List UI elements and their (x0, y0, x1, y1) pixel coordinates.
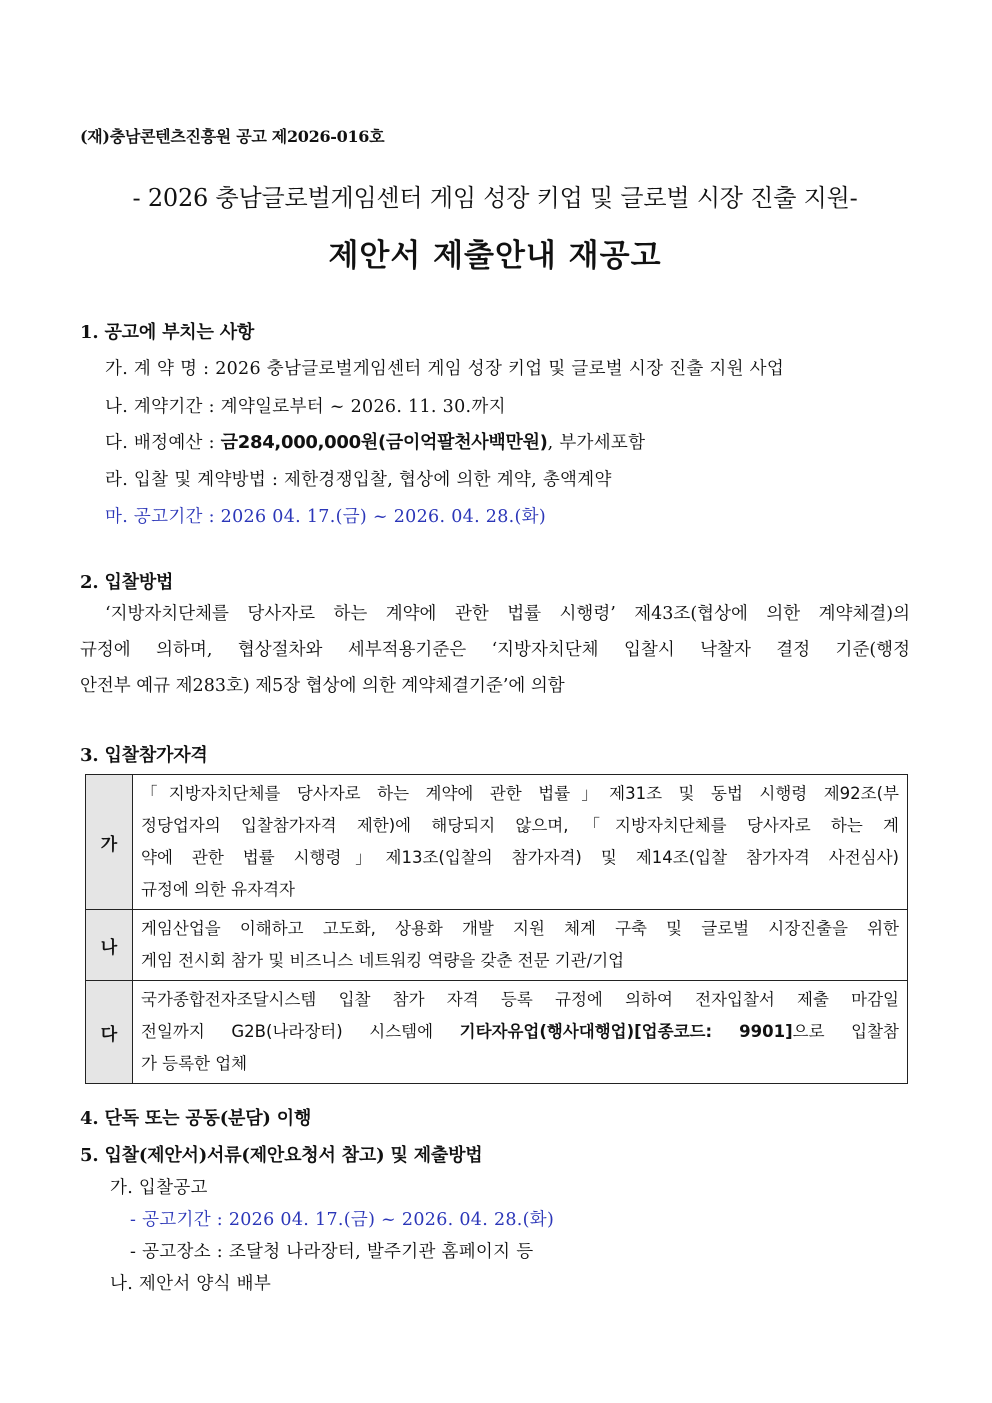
section-5-heading: 5. 입찰(제안서)서류(제안요청서 참고) 및 제출방법 (80, 1145, 483, 1166)
row-line: 가 등록한 업체 (141, 1054, 248, 1073)
section-1-heading: 1. 공고에 부치는 사항 (80, 322, 255, 343)
section-2-paragraph (80, 596, 910, 704)
row-line: 게임 전시회 참가 및 비즈니스 네트워킹 역량을 갖춘 전문 기관/기업 (141, 951, 625, 970)
row-label: 다 (86, 981, 133, 1084)
table-row (86, 981, 908, 1084)
section-2-line: ‘지방자치단체를 당사자로 하는 계약에 관한 법률 시행령’ 제43조(협상에 의한 계약체결)의 (105, 604, 910, 624)
section-2-line: 규정에 의하며, 협상절차와 세부적용기준은 ‘지방자치단체 입찰시 낙찰자 결정 기준(행정 (80, 640, 910, 660)
title-line-2: 제안서 제출안내 재공고 (328, 238, 662, 274)
section-5-sub-b: 나. 제안서 양식 배부 (110, 1274, 272, 1294)
title-line-1: - 2026 충남글로벌게임센터 게임 성장 키업 및 글로벌 시장 진출 지원- (132, 184, 858, 212)
section-5-sub-a: 가. 입찰공고 (110, 1178, 208, 1198)
row-line-text: 전일까지 G2B(나라장터) 시스템에 (141, 1022, 460, 1041)
row-line: 약에 관한 법률 시행령」제13조(입찰의 참가자격) 및 제14조(입찰 참가자격 사전심사) (141, 848, 899, 867)
qualification-table (85, 774, 908, 1084)
row-content (133, 981, 908, 1084)
budget-label: 다. 배정예산 : (105, 433, 221, 453)
row-label: 가 (86, 775, 133, 910)
budget-amount: 금284,000,000원(금이억팔천사백만원) (220, 432, 548, 453)
section-5-notice-place: - 공고장소 : 조달청 나라장터, 발주기관 홈페이지 등 (130, 1242, 534, 1262)
row-line: 「지방자치단체를 당사자로 하는 계약에 관한 법률」제31조 및 동법 시행령 제92조(부 (141, 784, 899, 803)
row-line: 국가종합전자조달시스템 입찰 참가 자격 등록 규정에 의하여 전자입찰서 제출 마감일 (141, 990, 899, 1009)
section-3-heading: 3. 입찰참가자격 (80, 745, 208, 766)
table-row (86, 775, 908, 910)
section-1-item-contract-period: 나. 계약기간 : 계약일로부터 ~ 2026. 11. 30.까지 (105, 397, 506, 417)
budget-suffix: , 부가세포함 (547, 433, 646, 453)
row-line (141, 1016, 899, 1048)
section-1-item-bid-method: 라. 입찰 및 계약방법 : 제한경쟁입찰, 협상에 의한 계약, 총액계약 (105, 470, 612, 490)
section-1-item-contract-name: 가. 계 약 명 : 2026 충남글로벌게임센터 게임 성장 키업 및 글로벌 시장 진출 지원 사업 (105, 359, 785, 379)
section-1-item-notice-period: 마. 공고기간 : 2026 04. 17.(금) ~ 2026. 04. 28.(화) (105, 507, 546, 527)
notice-number: (재)충남콘텐츠진흥원 공고 제2026-016호 (80, 127, 385, 146)
section-4-heading: 4. 단독 또는 공동(분담) 이행 (80, 1108, 312, 1129)
row-line: 정당업자의 입찰참가자격 제한)에 해당되지 않으며,「지방자치단체를 당사자로 하는 계 (141, 816, 899, 835)
section-1-item-budget (105, 428, 645, 454)
industry-code-text: 기타자유업(행사대행업)[업종코드: 9901] (459, 1022, 793, 1041)
row-line: 게임산업을 이해하고 고도화, 상용화 개발 지원 체계 구축 및 글로벌 시장진출을 위한 (141, 919, 899, 938)
section-5-notice-period: - 공고기간 : 2026 04. 17.(금) ~ 2026. 04. 28.(화) (130, 1210, 555, 1230)
row-line: 규정에 의한 유자격자 (141, 880, 295, 899)
row-line-text: 으로 입찰참 (792, 1022, 899, 1041)
section-2-line: 안전부 예규 제283호) 제5장 협상에 의한 계약체결기준’에 의함 (80, 676, 565, 696)
section-2-heading: 2. 입찰방법 (80, 572, 174, 593)
row-content (133, 910, 908, 981)
table-row (86, 910, 908, 981)
row-content (133, 775, 908, 910)
row-label: 나 (86, 910, 133, 981)
